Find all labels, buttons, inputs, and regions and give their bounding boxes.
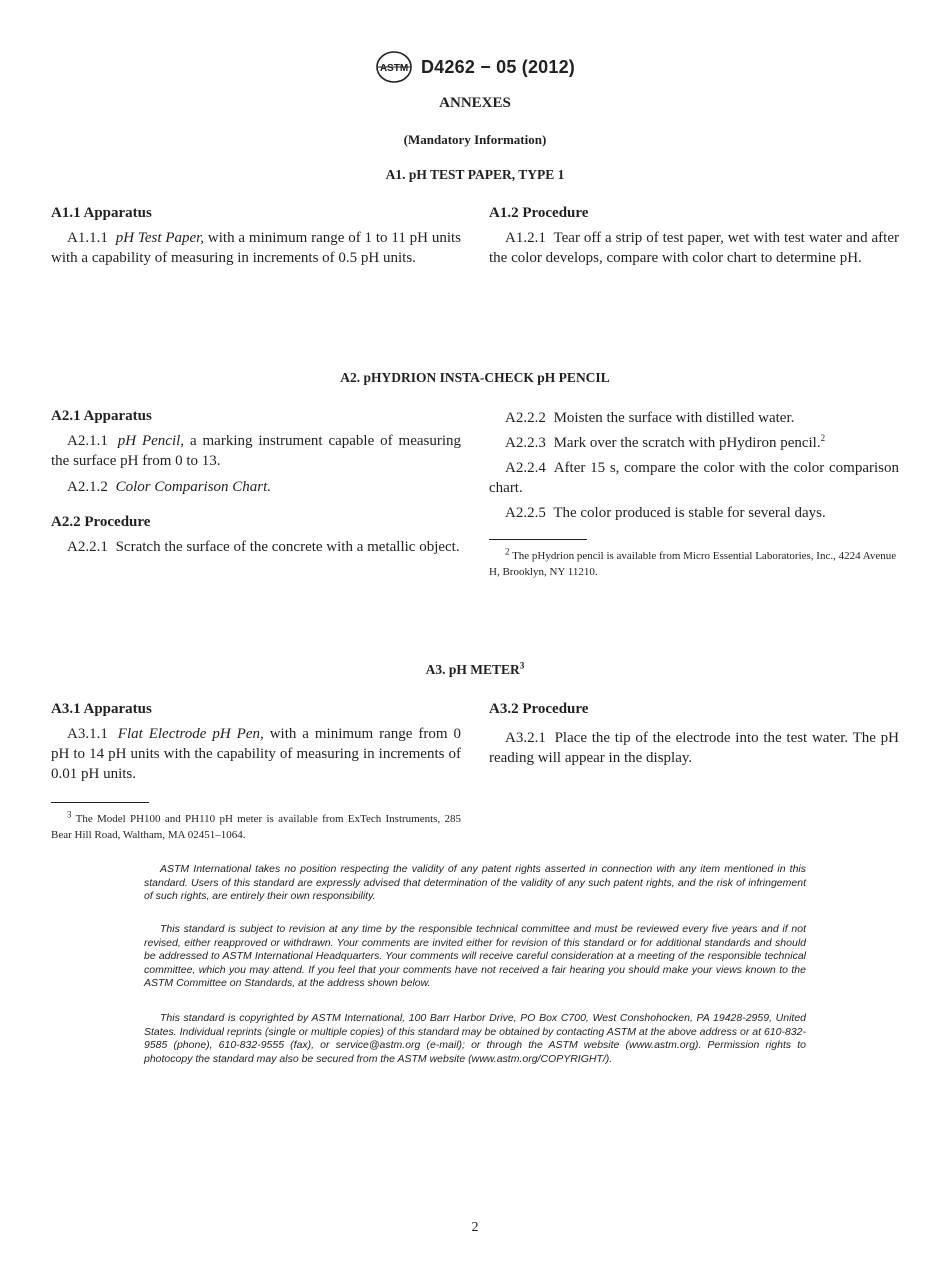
a2-right-column [489, 408, 899, 580]
a2-procedure-heading: A2.2 Procedure [51, 514, 151, 530]
a3-section-title [0, 662, 950, 678]
a1-section-title: A1. pH TEST PAPER, TYPE 1 [385, 167, 565, 182]
a224-paragraph [489, 458, 899, 498]
a212-paragraph [51, 477, 461, 497]
a222-text: Moisten the surface with distilled water. [553, 410, 795, 426]
a321-number: A3.2.1 [505, 730, 546, 746]
a111-number: A1.1.1 [67, 230, 108, 246]
a3-procedure-heading: A3.2 Procedure [489, 701, 589, 717]
a3-right-column [489, 701, 899, 768]
a221-text: Scratch the surface of the concrete with a metallic object. [115, 539, 460, 555]
a212-number: A2.1.2 [67, 479, 108, 495]
a3-left-column [51, 701, 461, 843]
a225-paragraph [489, 503, 899, 523]
a121-paragraph [489, 228, 899, 268]
a3-apparatus-heading: A3.1 Apparatus [51, 701, 152, 717]
a211-paragraph [51, 431, 461, 471]
a1-right-column [489, 205, 899, 268]
a311-number: A3.1.1 [67, 726, 108, 742]
a225-text: The color produced is stable for several days. [553, 505, 826, 521]
a3-title-footnote-ref: 3 [519, 660, 525, 671]
legal-patent-notice: ASTM International takes no position respecting the validity of any patent rights asserted in connection with any item mentioned in this standard. Users of this standard are expressly advised that determination of the validity of any such patent rights, and the risk of infringement of such rights, are entirely their own responsibility. [144, 863, 806, 903]
a3-footnote-marker: 3 [67, 809, 72, 820]
a111-term: pH Test Paper, [115, 230, 205, 246]
astm-logo-icon [375, 50, 413, 84]
a311-term: Flat Electrode pH Pen, [117, 726, 264, 742]
a225-number: A2.2.5 [505, 505, 546, 521]
svg-text:ASTM: ASTM [379, 63, 409, 74]
a3-footnote-rule [51, 802, 149, 803]
a3-footnote [51, 811, 461, 843]
document-header [0, 50, 950, 84]
a2-apparatus-heading: A2.1 Apparatus [51, 408, 152, 424]
a212-term: Color Comparison Chart. [115, 479, 272, 495]
a211-number: A2.1.1 [67, 433, 108, 449]
a1-apparatus-heading: A1.1 Apparatus [51, 205, 152, 221]
a2-footnote [489, 548, 899, 580]
a211-text: a marking instrument capable of measuring the surface pH from 0 to 13. [51, 433, 462, 469]
a1-left-column [51, 205, 461, 268]
legal-revision-notice: This standard is subject to revision at any time by the responsible technical committee and must be reviewed every five years and if not revised, either reapproved or withdrawn. Your comments are invited either for revision of this standard or for additional standards and should be addressed to ASTM International Headquarters. Your comments will receive careful consideration at a meeting of the responsible technical committee, which you may attend. If you feel that your comments have not received a fair hearing you should make your views known to the ASTM Committee on Standards, at the address shown below. [144, 923, 806, 990]
a111-paragraph [51, 228, 461, 268]
a222-paragraph [489, 408, 899, 428]
a222-number: A2.2.2 [505, 410, 546, 426]
legal-copyright-notice: This standard is copyrighted by ASTM International, 100 Barr Harbor Drive, PO Box C700, West Conshohocken, PA 19428-2959, United States. Individual reprints (single or multiple copies) of this standard may be obtained by contacting ASTM at the above address or at 610-832-9585 (phone), 610-832-9555 (fax), or service@astm.org (e-mail); or through the ASTM website (www.astm.org). Permission rights to photocopy the standard may also be secured from the ASTM website (www.astm.org/COPYRIGHT/). [144, 1012, 806, 1065]
a224-number: A2.2.4 [505, 460, 546, 476]
a2-footnote-rule [489, 539, 587, 540]
a223-footnote-ref: 2 [820, 433, 826, 443]
page-number: 2 [471, 1220, 479, 1235]
a221-number: A2.2.1 [67, 539, 108, 555]
a2-footnote-marker: 2 [505, 546, 510, 557]
a1-procedure-heading: A1.2 Procedure [489, 205, 589, 221]
mandatory-information: (Mandatory Information) [403, 132, 547, 147]
a2-footnote-text: The pHydrion pencil is available from Micro Essential Laboratories, Inc., 4224 Avenue H, Brooklyn, NY 11210. [489, 550, 897, 578]
a121-number: A1.2.1 [505, 230, 546, 246]
standard-designation: D4262 − 05 (2012) [420, 56, 575, 77]
a211-term: pH Pencil, [117, 433, 185, 449]
annexes-title: ANNEXES [439, 95, 511, 111]
a311-paragraph [51, 724, 461, 784]
a223-number: A2.2.3 [505, 435, 546, 451]
a321-paragraph [489, 728, 899, 768]
a223-text: Mark over the scratch with pHydiron pencil. [553, 435, 821, 451]
a3-footnote-text: The Model PH100 and PH110 pH meter is available from ExTech Instruments, 285 Bear Hill Road, Waltham, MA 02451–1064. [51, 813, 461, 841]
a221-paragraph [51, 537, 461, 557]
a121-text: Tear off a strip of test paper, wet with test water and after the color develops, compare with color chart to determine pH. [489, 230, 900, 266]
a311-text: with a minimum range from 0 pH to 14 pH units with the capability of measuring in increments of 0.01 pH units. [51, 726, 461, 782]
a321-text: Place the tip of the electrode into the test water. The pH reading will appear in the display. [489, 730, 899, 766]
a111-text: with a minimum range of 1 to 11 pH units with a capability of measuring in increments of 0.5 pH units. [51, 230, 461, 266]
a2-section-title: A2. pHYDRION INSTA-CHECK pH PENCIL [340, 370, 610, 385]
a224-text: After 15 s, compare the color with the color comparison chart. [489, 460, 899, 496]
a2-left-column [51, 408, 461, 557]
a3-title-text: A3. pH METER [425, 662, 520, 677]
a223-paragraph [489, 433, 899, 453]
